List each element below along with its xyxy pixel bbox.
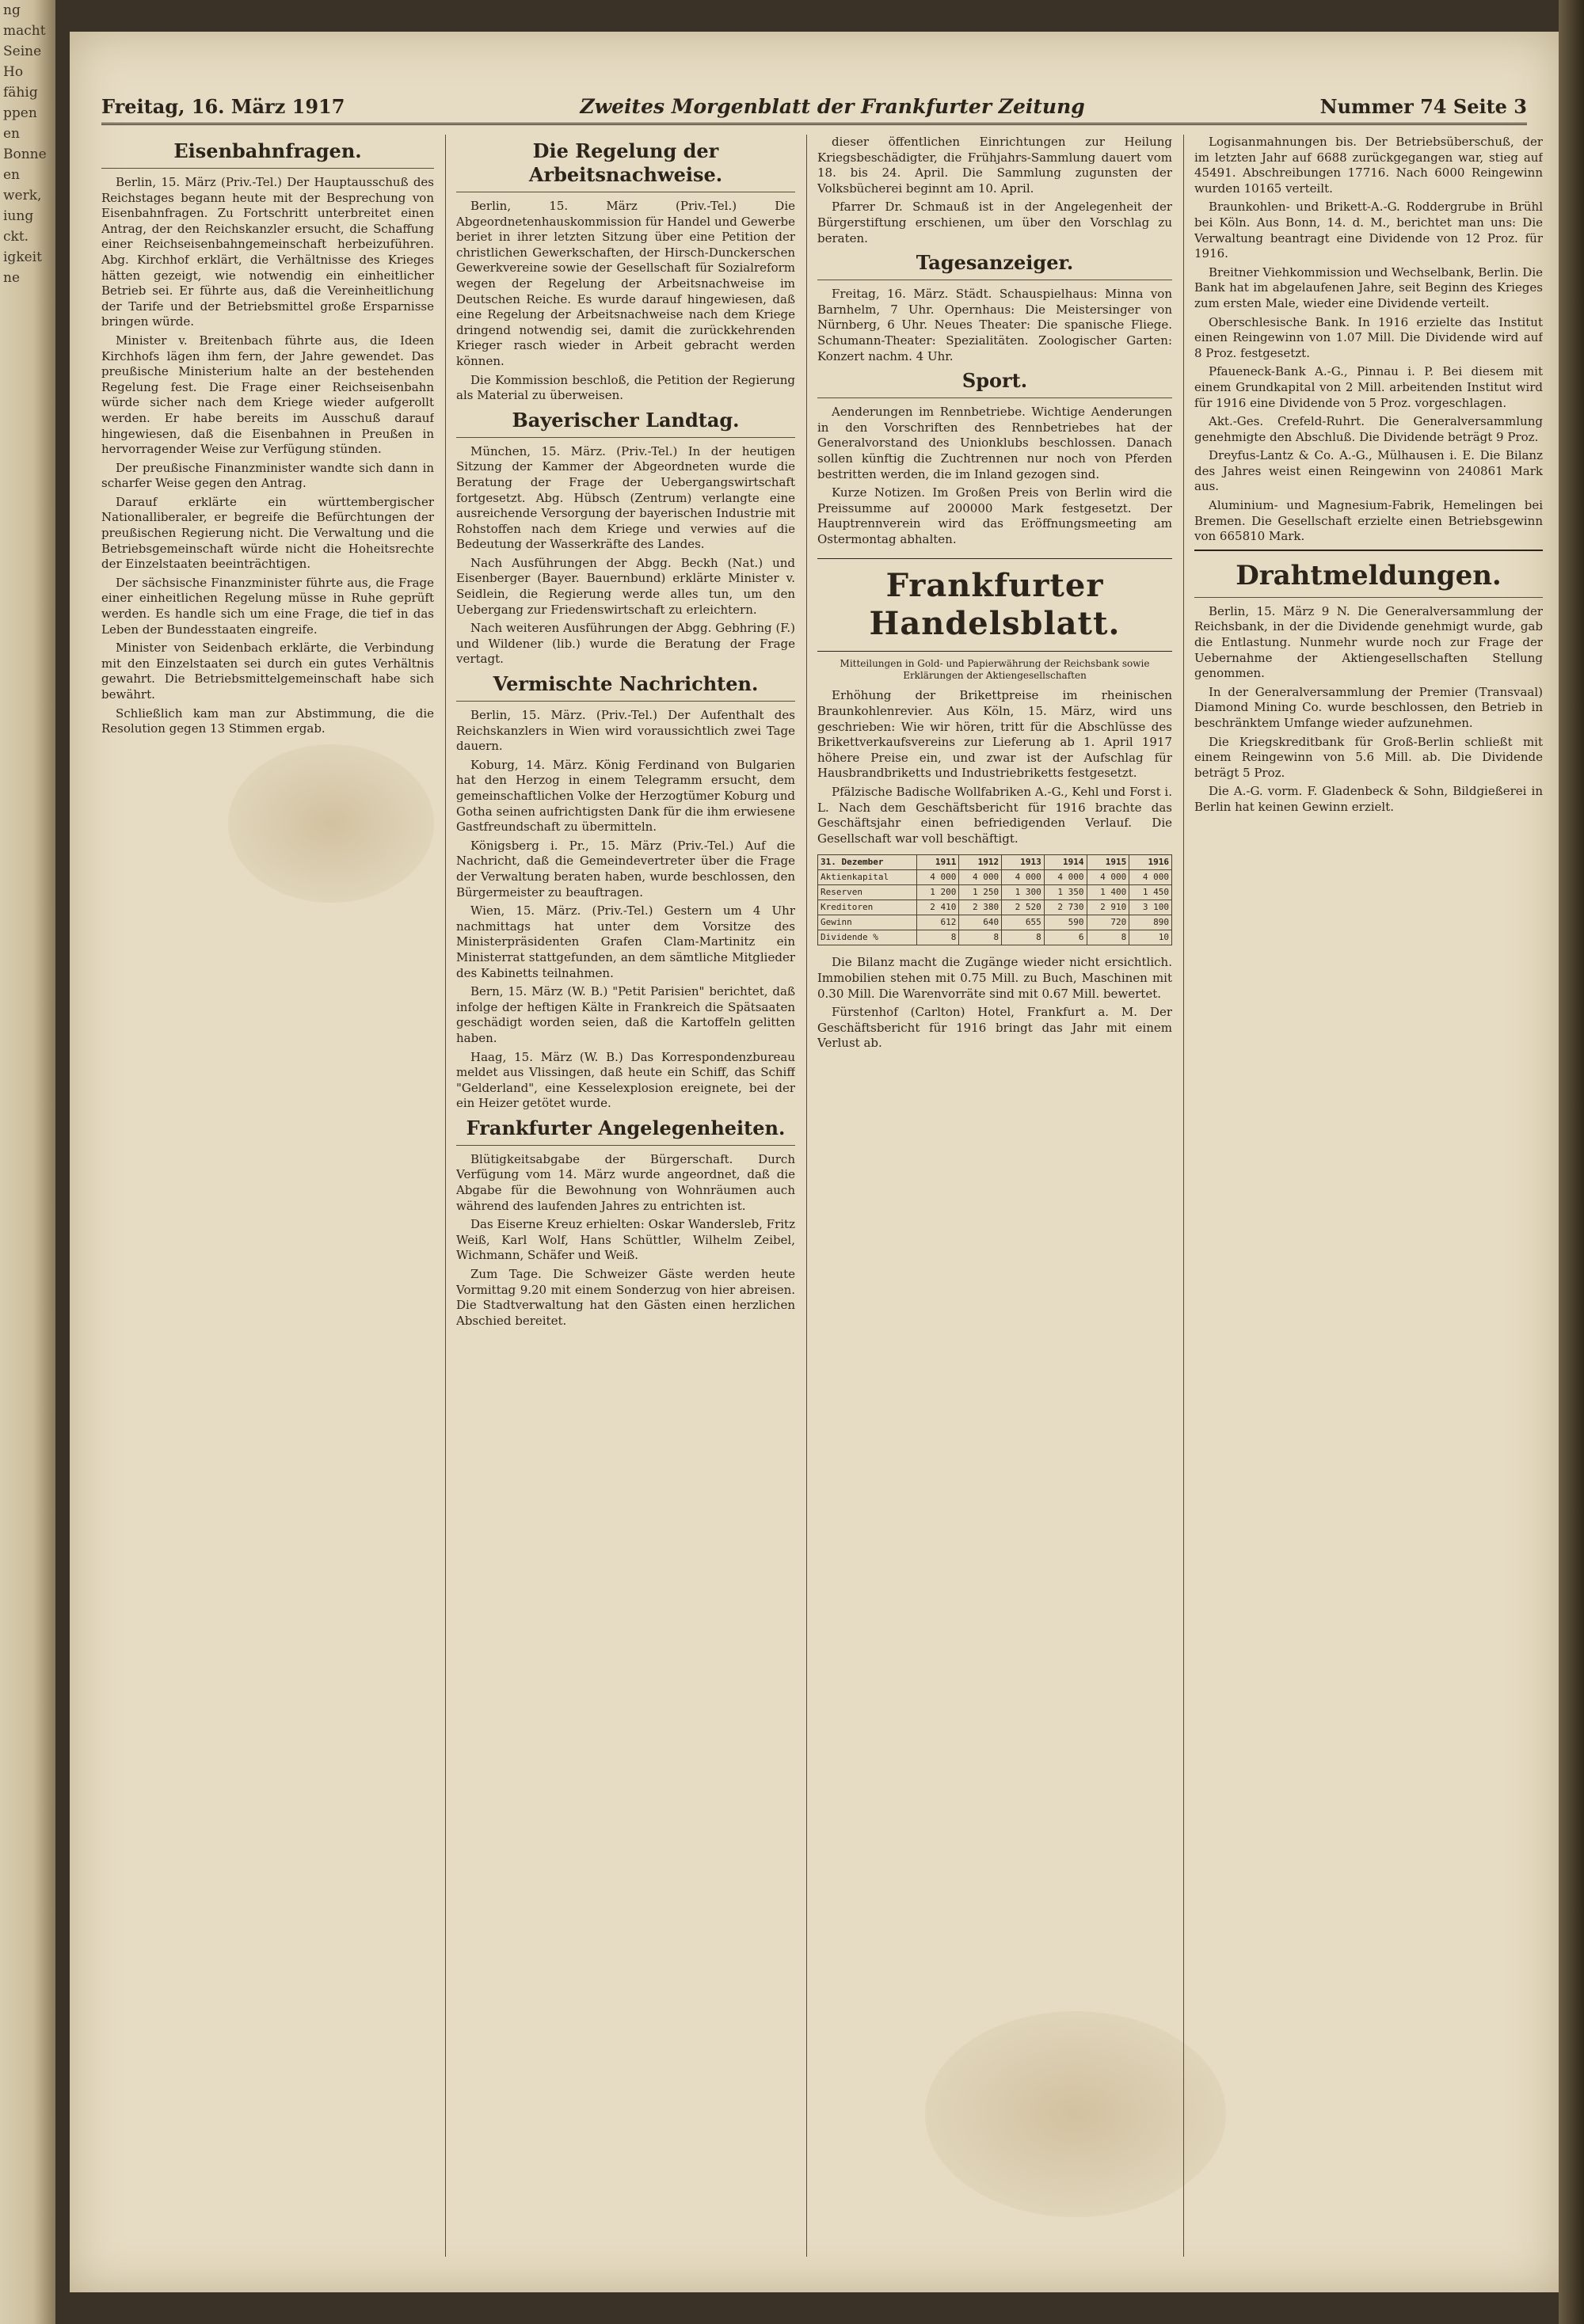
adjacent-page-fragment: macht (3, 23, 46, 39)
table-row (818, 885, 1172, 900)
article-paragraph: Berlin, 15. März (Priv.-Tel.) Die Abgeordnetenhauskommission für Handel und Gewerbe beriet in ihrer letzten Sitzung über eine Petition der christlichen Gewerkschaften, der Hirsch-Dunckerschen Gewerkvereine sowie der Gesellschaft für Sozialreform wegen der Regelung der Arbeitsnachweise im Deutschen Reiche. Es wurde darauf hingewiesen, daß eine Regelung der Arbeitsnachweise nach dem Kriege dringend notwendig sei, damit die zurückkehrenden Krieger rasch wieder in Arbeit gebracht werden können. (456, 199, 795, 368)
table-cell: 6 (1044, 930, 1087, 945)
article-paragraph: Fürstenhof (Carlton) Hotel, Frankfurt a. M. Der Geschäftsbericht für 1916 bringt das Jahr mit einem Verlust ab. (817, 1005, 1172, 1051)
article-paragraph: Oberschlesische Bank. In 1916 erzielte das Institut einen Reingewinn von 1.07 Mill. Die Dividende wird auf 8 Proz. festgesetzt. (1194, 314, 1543, 360)
article-paragraph: Darauf erklärte ein württembergischer Nationalliberaler, er begreife die Befürchtungen der preußischen Regierung nicht. Die Verwaltung und die Betriebsgemeinschaft würde nicht die Hoheitsrechte der Einzelstaaten beeinträchtigen. (101, 494, 434, 572)
table-row (818, 870, 1172, 885)
adjacent-page-fragment: igkeit (3, 249, 42, 265)
article-paragraph: Minister von Seidenbach erklärte, die Verbindung mit den Einzelstaaten sei durch ein gutes Verhältnis gewahrt. Die Betriebsmittelgemeinschaft habe sich bewährt. (101, 641, 434, 702)
article-paragraph: Breitner Viehkommission und Wechselbank, Berlin. Die Bank hat im abgelaufenen Jahre, seit Beginn des Krieges zum ersten Male, wieder eine Dividende verteilt. (1194, 264, 1543, 310)
table-header-cell: 31. Dezember (818, 855, 917, 870)
table-cell: 2 520 (1002, 900, 1045, 915)
table-cell: 4 000 (1044, 870, 1087, 885)
article-paragraph: Nach weiteren Ausführungen der Abgg. Gebhring (F.) und Wildener (lib.) wurde die Beratung der Frage vertagt. (456, 621, 795, 667)
table-cell: 612 (916, 915, 959, 930)
article-paragraph: Der sächsische Finanzminister führte aus, die Frage einer einheitlichen Regelung müsse in Ruhe geprüft werden. Es handle sich um eine Frage, die tief in das Leben der Bundesstaaten eingreife. (101, 575, 434, 637)
section-subtitle: Mitteilungen in Gold- und Papierwährung der Reichsbank sowie Erklärungen der Aktiengesellschaften (840, 658, 1150, 682)
table-cell: 1 350 (1044, 885, 1087, 900)
article-paragraph: Pfälzische Badische Wollfabriken A.-G., Kehl und Forst i. L. Nach dem Geschäftsbericht für 1916 brachte das Geschäftsjahr einen befriedigenden Verlauf. Die Gesellschaft war voll beschäftigt. (817, 785, 1172, 846)
balance-table (817, 854, 1172, 945)
article-paragraph: Aenderungen im Rennbetriebe. Wichtige Aenderungen in den Vorschriften des Rennbetriebes hat der Generalvorstand des Unionklubs beschlossen. Danach sollen künftig die Zuchtrennen nur noch von Pferden bestritten werden, die im Inland gezogen sind. (817, 405, 1172, 481)
article-paragraph: Kurze Notizen. Im Großen Preis von Berlin wird die Preissumme auf 200000 Mark festgesetzt. Der Hauptrennverein wird das Eröffnungsmeeting am Ostermontag abhalten. (817, 485, 1172, 546)
column-rule (1183, 135, 1184, 2257)
table-header-cell: 1916 (1129, 855, 1172, 870)
article-heading: Eisenbahnfragen. (101, 139, 434, 169)
article-paragraph: Schließlich kam man zur Abstimmung, die die Resolution gegen 13 Stimmen ergab. (101, 706, 434, 736)
adjacent-page-fragment: Seine (3, 44, 42, 59)
masthead-page-number: Nummer 74 Seite 3 (1319, 95, 1527, 118)
event-listing: Freitag, 16. März. Städt. Schauspielhaus: Minna von Barnhelm, 7 Uhr. Opernhaus: Die Meistersinger von Nürnberg, 6 Uhr. Neues Theater: Die spanische Fliege. Schumann-Theater: Spezialitäten. Zoologischer Garten: Konzert nachm. 4 Uhr. (817, 287, 1172, 363)
table-cell: 590 (1044, 915, 1087, 930)
adjacent-page-fragment: Bonne (3, 146, 47, 162)
masthead-edition: Zweites Morgenblatt der Frankfurter Zeitung (580, 95, 1085, 118)
table-cell: Aktienkapital (818, 870, 917, 885)
table-cell: 10 (1129, 930, 1172, 945)
table-cell: 2 410 (916, 900, 959, 915)
article-heading: Tagesanzeiger. (817, 251, 1172, 280)
section-title-drahtmeldungen: Drahtmeldungen. (1194, 550, 1543, 598)
article-paragraph: Akt.-Ges. Crefeld-Ruhrt. Die Generalversammlung genehmigte den Abschluß. Die Dividende beträgt 9 Proz. (1194, 414, 1543, 444)
column-2 (456, 135, 795, 2257)
table-cell: 4 000 (1002, 870, 1045, 885)
table-cell: 890 (1129, 915, 1172, 930)
adjacent-page-fragment: ng (3, 2, 21, 18)
table-cell: 1 400 (1087, 885, 1129, 900)
article-paragraph: Blütigkeitsabgabe der Bürgerschaft. Durch Verfügung vom 14. März wurde angeordnet, daß die Abgabe für die Bewohnung von Wohnräumen auch während des laufenden Jahres zu entrichten ist. (456, 1151, 795, 1213)
column-rule (806, 135, 807, 2257)
column-4 (1194, 135, 1543, 2257)
table-cell: 8 (916, 930, 959, 945)
adjacent-page-fragment: werk, (3, 188, 42, 203)
adjacent-page-fragment: en (3, 126, 21, 142)
article-paragraph: Bern, 15. März (W. B.) "Petit Parisien" berichtet, daß infolge der heftigen Kälte in Frankreich die Spätsaaten geschädigt worden seien, daß die Kartoffeln gelitten haben. (456, 984, 795, 1045)
table-header-cell: 1915 (1087, 855, 1129, 870)
table-header-cell: 1913 (1002, 855, 1045, 870)
table-cell: 655 (1002, 915, 1045, 930)
table-header-cell: 1912 (959, 855, 1002, 870)
article-paragraph: Braunkohlen- und Brikett-A.-G. Roddergrube in Brühl bei Köln. Aus Bonn, 14. d. M., berichtet man uns: Die Verwaltung beantragt eine Dividende von 12 Proz. für 1916. (1194, 200, 1543, 261)
masthead-date: Freitag, 16. März 1917 (101, 95, 345, 118)
column-1 (101, 135, 434, 2257)
table-cell: Gewinn (818, 915, 917, 930)
adjacent-page-fragment: iung (3, 208, 34, 224)
article-paragraph: Zum Tage. Die Schweizer Gäste werden heute Vormittag 9.20 mit einem Sonderzug von hier abreisen. Die Stadtverwaltung hat den Gästen einen herzlichen Abschied bereitet. (456, 1267, 795, 1328)
table-cell: 8 (1002, 930, 1045, 945)
article-paragraph: Der preußische Finanzminister wandte sich dann in scharfer Weise gegen den Antrag. (101, 460, 434, 491)
column-3 (817, 135, 1172, 2257)
adjacent-page-fragment: ne (3, 270, 21, 286)
article-paragraph: Wien, 15. März. (Priv.-Tel.) Gestern um 4 Uhr nachmittags hat unter dem Vorsitze des Ministerpräsidenten Grafen Clam-Martinitz ein Ministerrat stattgefunden, an dem sämtliche Mitglieder des Kabinetts teilnahmen. (456, 903, 795, 980)
article-paragraph: dieser öffentlichen Einrichtungen zur Heilung Kriegsbeschädigter, die Frühjahrs-Sammlung dauert vom 18. bis 24. April. Die Sammlung zugunsten der Volksbücherei beginnt am 10. April. (817, 135, 1172, 196)
article-paragraph: Die Kommission beschloß, die Petition der Regierung als Material zu überweisen. (456, 372, 795, 403)
table-cell: 8 (1087, 930, 1129, 945)
article-heading: Sport. (817, 369, 1172, 398)
article-heading: Frankfurter Angelegenheiten. (456, 1116, 795, 1146)
table-cell: 8 (959, 930, 1002, 945)
table-cell: 2 730 (1044, 900, 1087, 915)
table-cell: 640 (959, 915, 1002, 930)
table-row (818, 900, 1172, 915)
article-paragraph: Berlin, 15. März. (Priv.-Tel.) Der Aufenthalt des Reichskanzlers in Wien wird voraussichtlich zwei Tage dauern. (456, 708, 795, 754)
article-paragraph: Berlin, 15. März (Priv.-Tel.) Der Hauptausschuß des Reichstages begann heute mit der Besprechung von Eisenbahnfragen. Zu Fortschritt unterbreitet einen Antrag, der den Reichskanzler ersucht, die Schaffung einer Reichseisenbahngemeinschaft herbeizuführen. Abg. Kirchhof erklärt, die Verhältnisse des Krieges hätten gezeigt, wie notwendig ein einheitlicher Betrieb sei. Er führte aus, daß die Vereinheitlichung der Tarife und der Betriebsmittel große Ersparnisse bringen würde. (101, 175, 434, 329)
table-cell: 720 (1087, 915, 1129, 930)
article-paragraph: Koburg, 14. März. König Ferdinand von Bulgarien hat den Herzog in einem Telegramm ersucht, dem gemeinschaftlichen Volke der Herzogtümer Koburg und Gotha seinen aufrichtigsten Dank für die ihm erwiesene Gastfreundschaft zu übermitteln. (456, 757, 795, 835)
table-row (818, 930, 1172, 945)
adjacent-page-fragment: fähig (3, 85, 38, 101)
table-cell: 1 300 (1002, 885, 1045, 900)
table-cell: 1 200 (916, 885, 959, 900)
table-cell: 2 380 (959, 900, 1002, 915)
article-paragraph: Die A.-G. vorm. F. Gladenbeck & Sohn, Bildgießerei in Berlin hat keinen Gewinn erzielt. (1194, 784, 1543, 814)
binding-edge (1559, 0, 1584, 2324)
article-paragraph: Erhöhung der Brikettpreise im rheinischen Braunkohlenrevier. Aus Köln, 15. März, wird uns geschrieben: Wie wir hören, tritt für die Abschlüsse des Brikettverkaufsvereins zur Lieferung ab 1. April 1917 höhere Preise ein, und zwar ist der Aufschlag für Hausbrandbriketts und Industriebriketts festgesetzt. (817, 688, 1172, 781)
article-paragraph: In der Generalversammlung der Premier (Transvaal) Diamond Mining Co. wurde beschlossen, den Betrieb in beschränktem Umfange wieder aufzunehmen. (1194, 684, 1543, 730)
article-paragraph: Die Bilanz macht die Zugänge wieder nicht ersichtlich. Immobilien stehen mit 0.75 Mill. zu Buch, Maschinen mit 0.30 Mill. Die Warenvorräte sind mit 0.67 Mill. bewertet. (817, 955, 1172, 1001)
adjacent-page-fragment: en (3, 167, 21, 183)
adjacent-page-fragment: ppen (3, 105, 37, 121)
section-title-handelsblatt: Frankfurter Handelsblatt. (817, 558, 1172, 652)
article-paragraph: Pfaueneck-Bank A.-G., Pinnau i. P. Bei diesem mit einem Grundkapital von 2 Mill. arbeitenden Institut wird für 1916 eine Dividende von 5 Proz. vorgeschlagen. (1194, 364, 1543, 410)
table-cell: 2 910 (1087, 900, 1129, 915)
article-heading: Die Regelung der Arbeitsnachweise. (456, 139, 795, 192)
masthead (101, 93, 1527, 125)
article-paragraph: Die Kriegskreditbank für Groß-Berlin schließt mit einem Reingewinn von 5.6 Mill. ab. Die Dividende beträgt 5 Proz. (1194, 734, 1543, 780)
newspaper-page (70, 32, 1559, 2292)
article-paragraph: München, 15. März. (Priv.-Tel.) In der heutigen Sitzung der Kammer der Abgeordneten wurde die Beratung der Frage der Uebergangswirtschaft fortgesetzt. Abg. Hübsch (Zentrum) verlangte eine ausreichende Versorgung der bayerischen Industrie mit Rohstoffen nach dem Kriege und verwies auf die Bedeutung der Wasserkräfte des Landes. (456, 443, 795, 552)
article-paragraph: Haag, 15. März (W. B.) Das Korrespondenzbureau meldet aus Vlissingen, daß heute ein Schiff, das Schiff "Gelderland", eine Kesselexplosion ereignete, bei der ein Heizer getötet wurde. (456, 1049, 795, 1111)
table-cell: 4 000 (1087, 870, 1129, 885)
adjacent-page-fragment: Ho (3, 64, 24, 80)
table-cell: 4 000 (916, 870, 959, 885)
article-paragraph: Berlin, 15. März 9 N. Die Generalversammlung der Reichsbank, in der die Dividende genehmigt wurde, gab die Entlastung. Nunmehr wurde noch zur Frage der Uebernahme der Aktiengesellschaften Stellung genommen. (1194, 603, 1543, 681)
adjacent-page-strip (0, 0, 55, 2324)
article-heading: Vermischte Nachrichten. (456, 672, 795, 702)
table-row (818, 915, 1172, 930)
table-cell: Reserven (818, 885, 917, 900)
table-cell: 4 000 (959, 870, 1002, 885)
table-header-cell: 1911 (916, 855, 959, 870)
adjacent-page-fragment: ckt. (3, 229, 29, 245)
article-paragraph: Logisanmahnungen bis. Der Betriebsüberschuß, der im letzten Jahr auf 6688 zurückgegangen war, stieg auf 45491. Abschreibungen 17716. Nach 6000 Reingewinn wurden 10165 verteilt. (1194, 135, 1543, 196)
article-paragraph: Aluminium- und Magnesium-Fabrik, Hemelingen bei Bremen. Die Gesellschaft erzielte einen Betriebsgewinn von 665810 Mark. (1194, 498, 1543, 544)
table-cell: Kreditoren (818, 900, 917, 915)
article-paragraph: Pfarrer Dr. Schmauß ist in der Angelegenheit der Bürgerstiftung erschienen, um über den Vorschlag zu beraten. (817, 200, 1172, 245)
article-paragraph: Das Eiserne Kreuz erhielten: Oskar Wandersleb, Fritz Weiß, Karl Wolf, Hans Schüttler, Wilhelm Zeibel, Wichmann, Schäfer und Weiß. (456, 1217, 795, 1263)
table-cell: 3 100 (1129, 900, 1172, 915)
article-paragraph: Minister v. Breitenbach führte aus, die Ideen Kirchhofs lägen ihm fern, der Jahre gewendet. Das preußische Ministerium halte an der bestehenden Regelung fest. Die Frage einer Reichseisenbahn würde sicher nach dem Kriege wieder aufgerollt werden. Er habe bereits im Ausschuß darauf hingewiesen, daß die Eisenbahnen in Preußen in hervorragender Weise zur Verfügung stünden. (101, 333, 434, 457)
table-cell: Dividende % (818, 930, 917, 945)
article-paragraph: Königsberg i. Pr., 15. März (Priv.-Tel.) Auf die Nachricht, daß die Gemeindevertreter über die Frage der Verwaltung beraten haben, wurde beschlossen, den Bürgermeister zu beauftragen. (456, 838, 795, 900)
table-cell: 1 450 (1129, 885, 1172, 900)
column-rule (445, 135, 446, 2257)
table-cell: 4 000 (1129, 870, 1172, 885)
table-cell: 1 250 (959, 885, 1002, 900)
article-heading: Bayerischer Landtag. (456, 409, 795, 438)
table-header-cell: 1914 (1044, 855, 1087, 870)
article-paragraph: Nach Ausführungen der Abgg. Beckh (Nat.) und Eisenberger (Bayer. Bauernbund) erklärte Minister v. Seidlein, die Regierung werde alles tun, um den Uebergang zur Friedenswirtschaft zu erleichtern. (456, 555, 795, 617)
article-paragraph: Dreyfus-Lantz & Co. A.-G., Mülhausen i. E. Die Bilanz des Jahres weist einen Reingewinn von 240861 Mark aus. (1194, 448, 1543, 494)
